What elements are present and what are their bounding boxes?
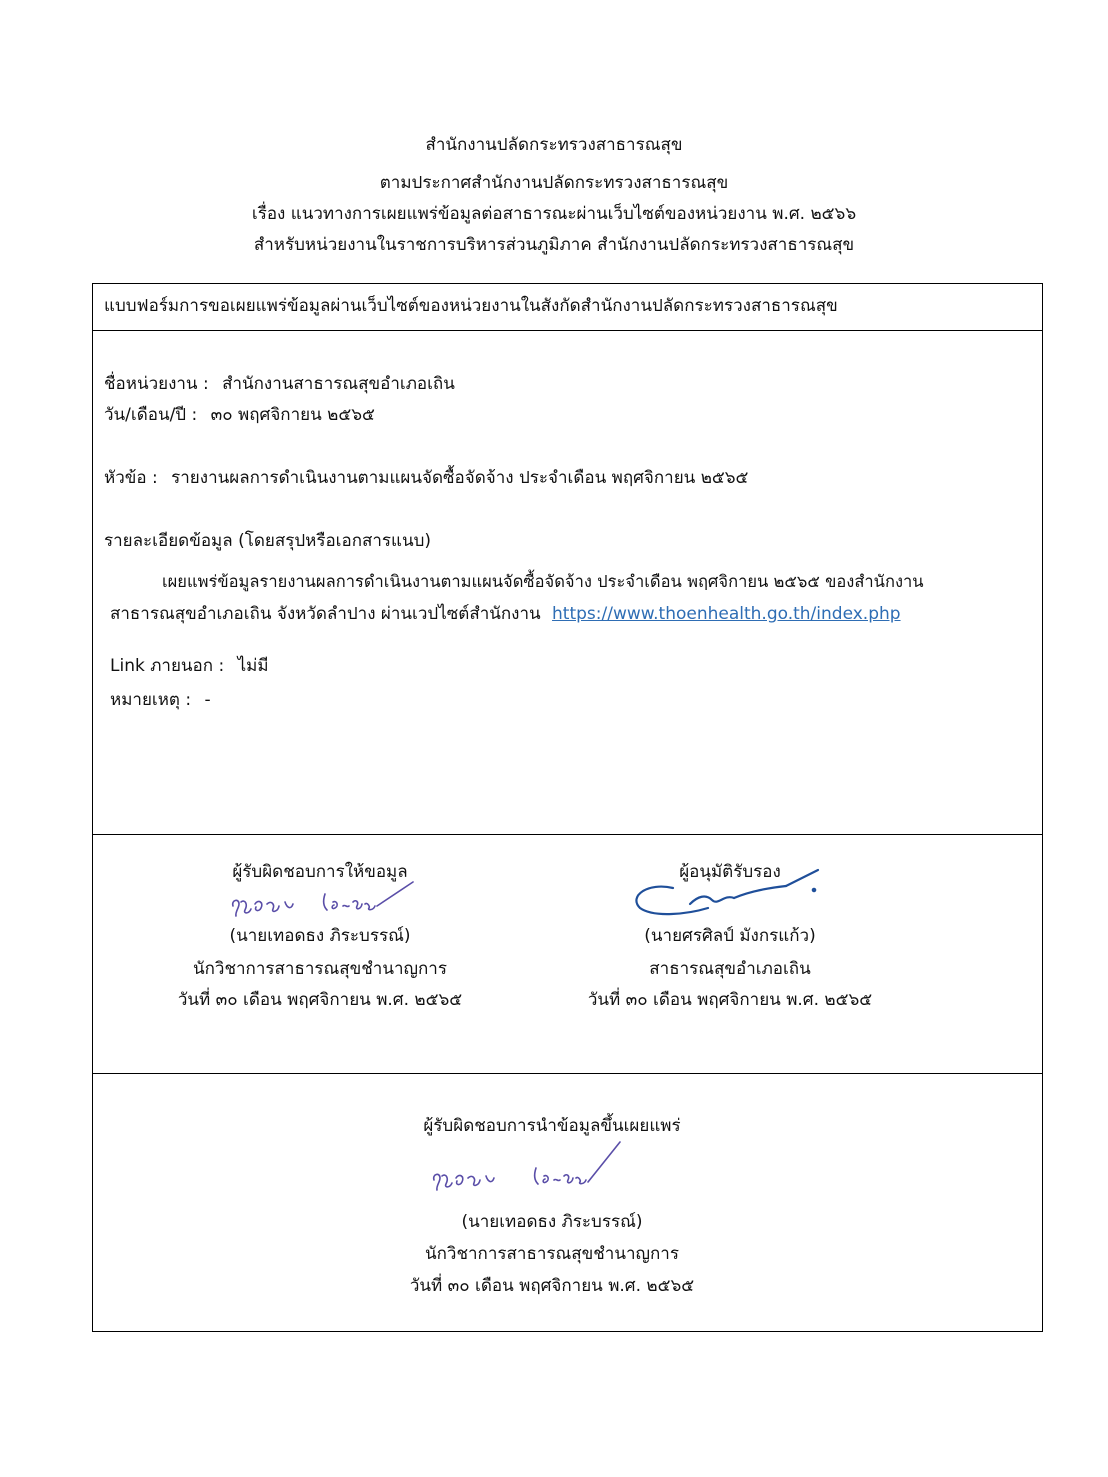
form-divider-publisher: [92, 1073, 1043, 1074]
external-link-label: Link ภายนอก :: [110, 656, 225, 676]
publisher-date: วันที่ ๓๐ เดือน พฤศจิกายน พ.ศ. ๒๕๖๕: [409, 1276, 695, 1296]
approver-position: สาธารณสุขอำเภอเถิน: [649, 959, 811, 979]
publisher-signature-image: [420, 1140, 620, 1200]
provider-position: นักวิชาการสาธารณสุขชำนาญการ: [193, 959, 447, 979]
form-title: แบบฟอร์มการขอเผยแพร่ข้อมูลผ่านเว็บไซต์ของหน่วยงานในสังกัดสำนักงานปลัดกระทรวงสาธารณสุข: [104, 296, 838, 316]
approver-name: (นายศรศิลป์ มังกรแก้ว): [644, 926, 816, 946]
note-row: [110, 686, 211, 713]
header-line-2: ตามประกาศสำนักงานปลัดกระทรวงสาธารณสุข: [379, 173, 729, 193]
details-line-2: [110, 600, 901, 627]
note-value: -: [204, 690, 211, 710]
publisher-name: (นายเทอดธง ภิระบรรณ์): [461, 1212, 643, 1232]
details-line-2-text: สาธารณสุขอำเภอเถิน จังหวัดลำปาง ผ่านเวปไซต์สำนักงาน: [110, 604, 541, 624]
provider-signature-image: [225, 880, 425, 928]
form-divider-signatures: [92, 834, 1043, 835]
topic-label: หัวข้อ :: [104, 468, 158, 488]
external-link-value: ไม่มี: [237, 656, 269, 676]
approver-role: ผู้อนุมัติรับรอง: [679, 862, 781, 882]
provider-date: วันที่ ๓๐ เดือน พฤศจิกายน พ.ศ. ๒๕๖๕: [177, 990, 463, 1010]
publisher-role: ผู้รับผิดชอบการนำข้อมูลขึ้นเผยแพร่: [423, 1116, 681, 1136]
details-label: รายละเอียดข้อมูล (โดยสรุปหรือเอกสารแนบ): [104, 531, 432, 551]
agency-row: [104, 370, 455, 397]
topic-row: [104, 464, 748, 491]
provider-role: ผู้รับผิดชอบการให้ขอมูล: [232, 862, 408, 882]
provider-name: (นายเทอดธง ภิระบรรณ์): [229, 926, 411, 946]
details-url-link[interactable]: https://www.thoenhealth.go.th/index.php: [552, 604, 901, 624]
publisher-position: นักวิชาการสาธารณสุขชำนาญการ: [425, 1244, 679, 1264]
approver-date: วันที่ ๓๐ เดือน พฤศจิกายน พ.ศ. ๒๕๖๕: [587, 990, 873, 1010]
header-line-1: สำนักงานปลัดกระทรวงสาธารณสุข: [425, 135, 683, 155]
date-value: ๓๐ พฤศจิกายน ๒๕๖๕: [210, 405, 375, 425]
note-label: หมายเหตุ :: [110, 690, 192, 710]
approver-signature-image: [628, 868, 828, 920]
agency-value: สำนักงานสาธารณสุขอำเภอเถิน: [222, 374, 455, 394]
header-line-3: เรื่อง แนวทางการเผยแพร่ข้อมูลต่อสาธารณะผ่านเว็บไซต์ของหน่วยงาน พ.ศ. ๒๕๖๖: [251, 204, 857, 224]
header-line-4: สำหรับหน่วยงานในราชการบริหารส่วนภูมิภาค สำนักงานปลัดกระทรวงสาธารณสุข: [253, 235, 855, 255]
agency-label: ชื่อหน่วยงาน :: [104, 374, 209, 394]
details-line-1: เผยแพร่ข้อมูลรายงานผลการดำเนินงานตามแผนจัดซื้อจัดจ้าง ประจำเดือน พฤศจิกายน ๒๕๖๕ ของสำนักงาน: [162, 572, 924, 591]
date-row: [104, 401, 375, 428]
date-label: วัน/เดือน/ปี :: [104, 405, 198, 425]
form-divider-title: [92, 330, 1043, 331]
external-link-row: [110, 652, 269, 679]
topic-value: รายงานผลการดำเนินงานตามแผนจัดซื้อจัดจ้าง ประจำเดือน พฤศจิกายน ๒๕๖๕: [171, 468, 749, 488]
